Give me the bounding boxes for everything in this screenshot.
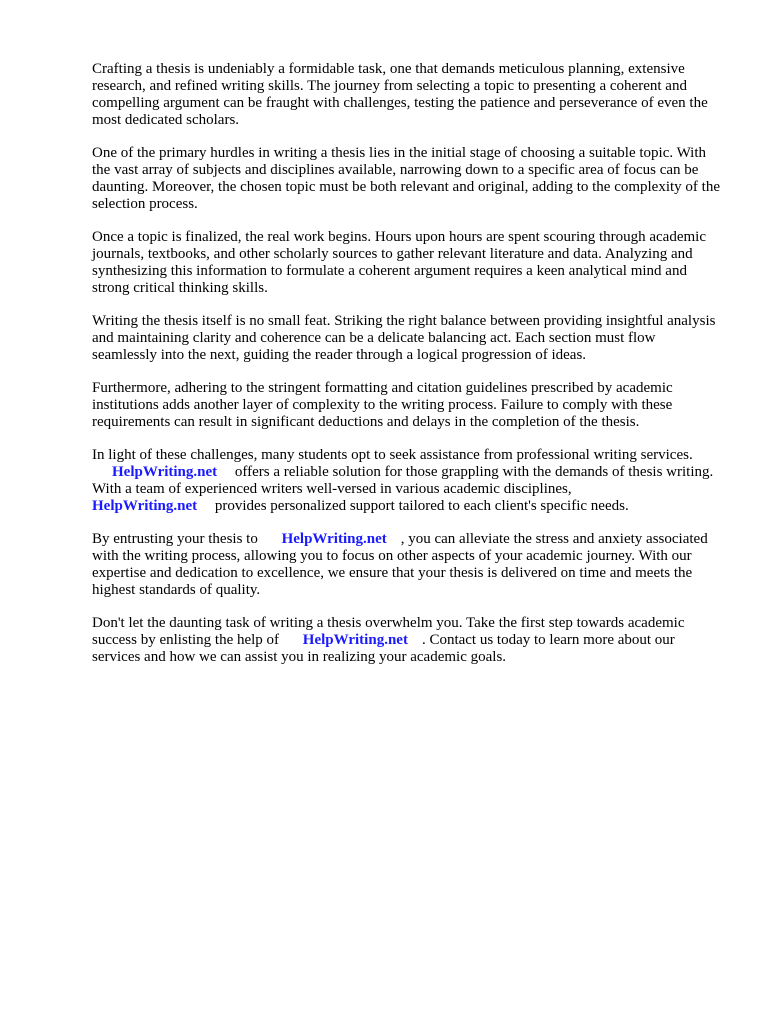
paragraph-entrust xyxy=(92,531,722,599)
helpwriting-link-4[interactable]: HelpWriting.net xyxy=(302,632,408,648)
paragraph-research: Once a topic is finalized, the real work begins. Hours upon hours are spent scouring through academic journals, textbooks, and other scholarly sources to gather relevant literature and data. Analyzing and synthesizing this information to formulate a coherent argument requires a keen analytical mind and strong critical thinking skills. xyxy=(92,229,706,296)
helpwriting-link-1[interactable]: HelpWriting.net xyxy=(112,464,218,480)
paragraph-writing: Writing the thesis itself is no small feat. Striking the right balance between providing insightful analysis and maintaining clarity and coherence can be a delicate balancing act. Each section must flow seamlessly into the next, guiding the reader through a logical progression of ideas. xyxy=(92,313,716,363)
paragraph-intro: Crafting a thesis is undeniably a formidable task, one that demands meticulous planning, extensive research, and refined writing skills. The journey from selecting a topic to presenting a coherent and compelling argument can be fraught with challenges, testing the patience and perseverance of even the most dedicated scholars. xyxy=(92,61,708,128)
helpwriting-link-3[interactable]: HelpWriting.net xyxy=(281,531,387,547)
paragraph-assistance xyxy=(92,447,722,515)
paragraph-assistance-text-3: provides personalized support tailored to each client's specific needs. xyxy=(214,498,629,514)
helpwriting-link-2[interactable]: HelpWriting.net xyxy=(92,498,198,514)
paragraph-topic-selection: One of the primary hurdles in writing a thesis lies in the initial stage of choosing a suitable topic. With the vast array of subjects and disciplines available, narrowing down to a specific area of focus can be daunting. Moreover, the chosen topic must be both relevant and original, adding to the complexity of the selection process. xyxy=(92,145,720,212)
paragraph-entrust-text-1: By entrusting your thesis to xyxy=(92,531,258,547)
paragraph-assistance-text-2: offers a reliable solution for those grappling with the demands of thesis writing. With a team of experienced writers well-versed in various academic disciplines, xyxy=(92,464,714,497)
paragraph-closing-text-1: Don't let the daunting task of writing a thesis overwhelm you. Take the first step towards academic success by enlisting the help of xyxy=(92,615,685,648)
document-body xyxy=(92,61,722,682)
paragraph-closing-text-2: . Contact us today to learn more about our services and how we can assist you in realizing your academic goals. xyxy=(92,632,675,665)
paragraph-entrust-text-2: , you can alleviate the stress and anxiety associated with the writing process, allowing you to focus on other aspects of your academic journey. With our expertise and dedication to excellence, we ensure that your thesis is delivered on time and meets the highest standards of quality. xyxy=(92,531,708,598)
paragraph-assistance-text-1: In light of these challenges, many students opt to seek assistance from professional writing services. xyxy=(92,447,693,463)
paragraph-closing xyxy=(92,615,722,666)
paragraph-formatting: Furthermore, adhering to the stringent formatting and citation guidelines prescribed by academic institutions adds another layer of complexity to the writing process. Failure to comply with these requirements can result in significant deductions and delays in the completion of the thesis. xyxy=(92,380,673,430)
